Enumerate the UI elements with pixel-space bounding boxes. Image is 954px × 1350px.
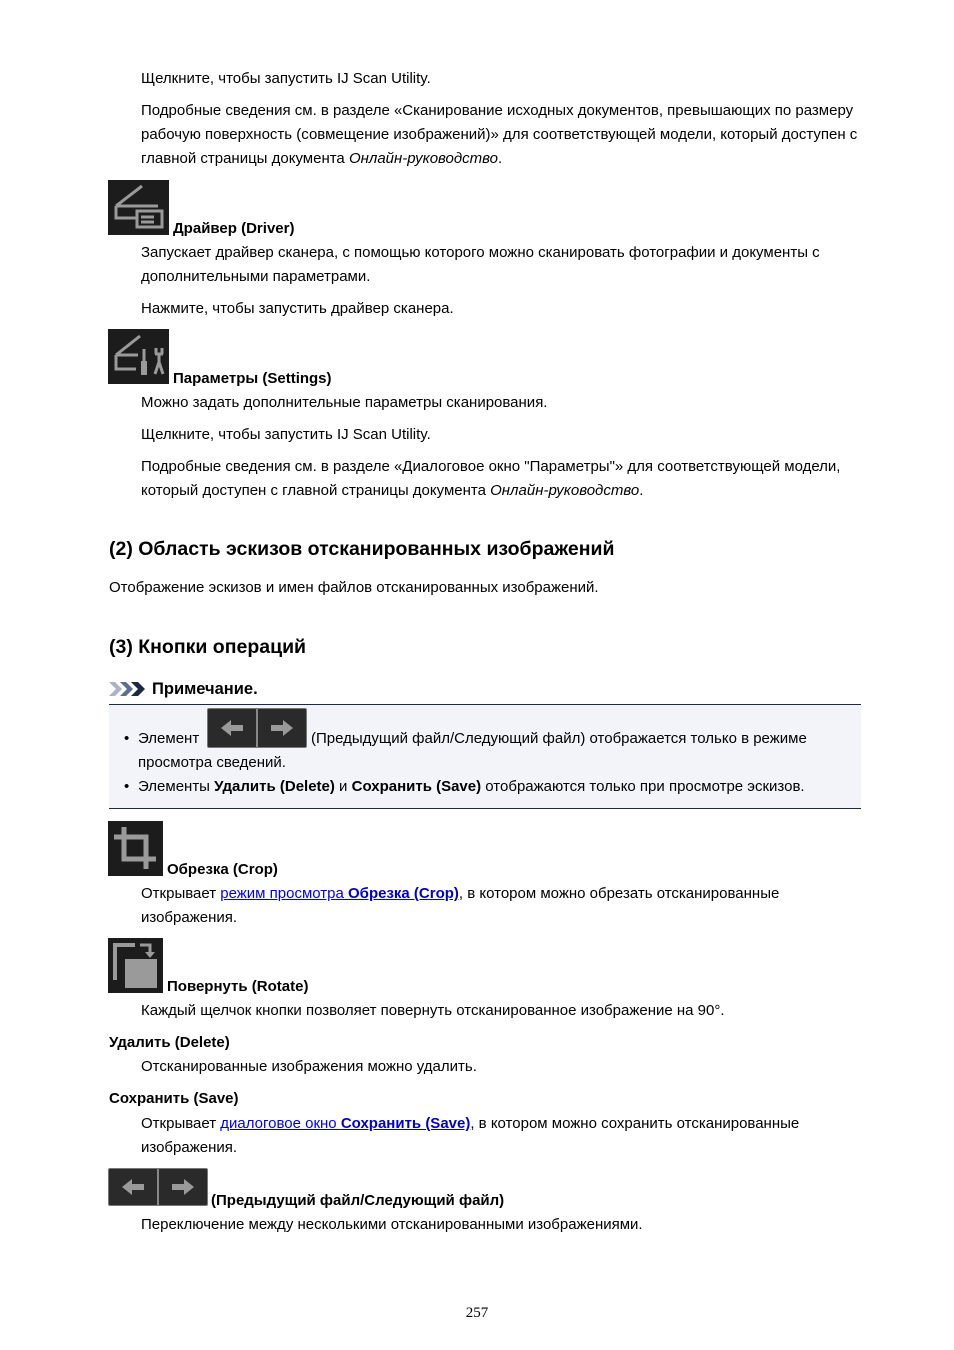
- arrow-left-icon: [221, 720, 243, 736]
- rotate-icon[interactable]: [108, 938, 163, 993]
- delete-title: Удалить (Delete): [109, 1034, 230, 1051]
- note-item-1-post: (Предыдущий файл/Следующий файл) отображается только в режиме: [311, 730, 807, 747]
- section-3-heading: (3) Кнопки операций: [109, 636, 307, 658]
- save-description: Открывает диалоговое окно Сохранить (Save), в котором можно сохранить отсканированные изображения.: [141, 1115, 800, 1156]
- scanner-settings-icon[interactable]: [108, 329, 169, 384]
- note-header: [109, 679, 258, 699]
- note-chevrons-icon: [109, 681, 149, 697]
- prev-file-button[interactable]: [208, 709, 256, 747]
- crop-title: Обрезка (Crop): [167, 861, 278, 878]
- arrow-right-icon: [172, 1179, 194, 1195]
- note-title: Примечание.: [152, 679, 258, 698]
- next-file-button[interactable]: [157, 1169, 207, 1205]
- scanner-driver-icon[interactable]: [108, 180, 169, 235]
- settings-action: Щелкните, чтобы запустить IJ Scan Utility.: [141, 426, 431, 443]
- settings-title: Параметры (Settings): [173, 370, 332, 387]
- rotate-title: Повернуть (Rotate): [167, 978, 309, 995]
- section-2-heading: (2) Область эскизов отсканированных изображений: [109, 538, 615, 560]
- note-item-1-pre: Элемент: [138, 730, 200, 747]
- driver-description: Запускает драйвер сканера, с помощью которого можно сканировать фотографии и документы с дополнительными параметрами.: [141, 244, 820, 285]
- settings-paragraph: Подробные сведения см. в разделе «Диалоговое окно "Параметры"» для соответствующей модели, который доступен с главной страницы документа Онлайн-руководство.: [141, 458, 841, 499]
- prev-next-title: (Предыдущий файл/Следующий файл): [211, 1192, 505, 1209]
- intro-line: Щелкните, чтобы запустить IJ Scan Utility.: [141, 70, 431, 87]
- driver-action: Нажмите, чтобы запустить драйвер сканера.: [141, 300, 454, 317]
- delete-description: Отсканированные изображения можно удалить.: [141, 1058, 477, 1075]
- driver-title: Драйвер (Driver): [173, 220, 295, 237]
- intro-paragraph: Подробные сведения см. в разделе «Сканирование исходных документов, превышающих по размеру рабочую поверхность (совмещение изображений)» для соответствующей модели, который доступен с главной страницы документа Онлайн-руководство.: [141, 102, 858, 167]
- prev-file-button[interactable]: [109, 1169, 157, 1205]
- page-number: 257: [465, 1305, 489, 1321]
- save-dialog-link[interactable]: диалоговое окно Сохранить (Save): [220, 1115, 471, 1132]
- bullet-icon: •: [124, 730, 130, 747]
- prev-next-description: Переключение между несколькими отсканированными изображениями.: [141, 1216, 643, 1233]
- crop-description: Открывает режим просмотра Обрезка (Crop), в котором можно обрезать отсканированные изображения.: [141, 885, 780, 926]
- arrow-right-icon: [271, 720, 293, 736]
- note-item-2: Элементы Удалить (Delete) и Сохранить (Save) отображаются только при просмотре эскизов.: [138, 778, 805, 795]
- prev-next-buttons[interactable]: [108, 1168, 208, 1206]
- next-file-button[interactable]: [256, 709, 306, 747]
- settings-description: Можно задать дополнительные параметры сканирования.: [141, 394, 548, 411]
- crop-mode-link[interactable]: режим просмотра Обрезка (Crop): [220, 885, 459, 902]
- note-item-1-cont: просмотра сведений.: [138, 754, 286, 771]
- prev-next-buttons-inline[interactable]: [207, 708, 307, 748]
- rotate-description: Каждый щелчок кнопки позволяет повернуть отсканированное изображение на 90°.: [141, 1002, 725, 1019]
- arrow-left-icon: [122, 1179, 144, 1195]
- save-title: Сохранить (Save): [109, 1090, 239, 1107]
- crop-icon[interactable]: [108, 821, 163, 876]
- section-2-text: Отображение эскизов и имен файлов отсканированных изображений.: [109, 579, 599, 596]
- bullet-icon: •: [124, 778, 130, 795]
